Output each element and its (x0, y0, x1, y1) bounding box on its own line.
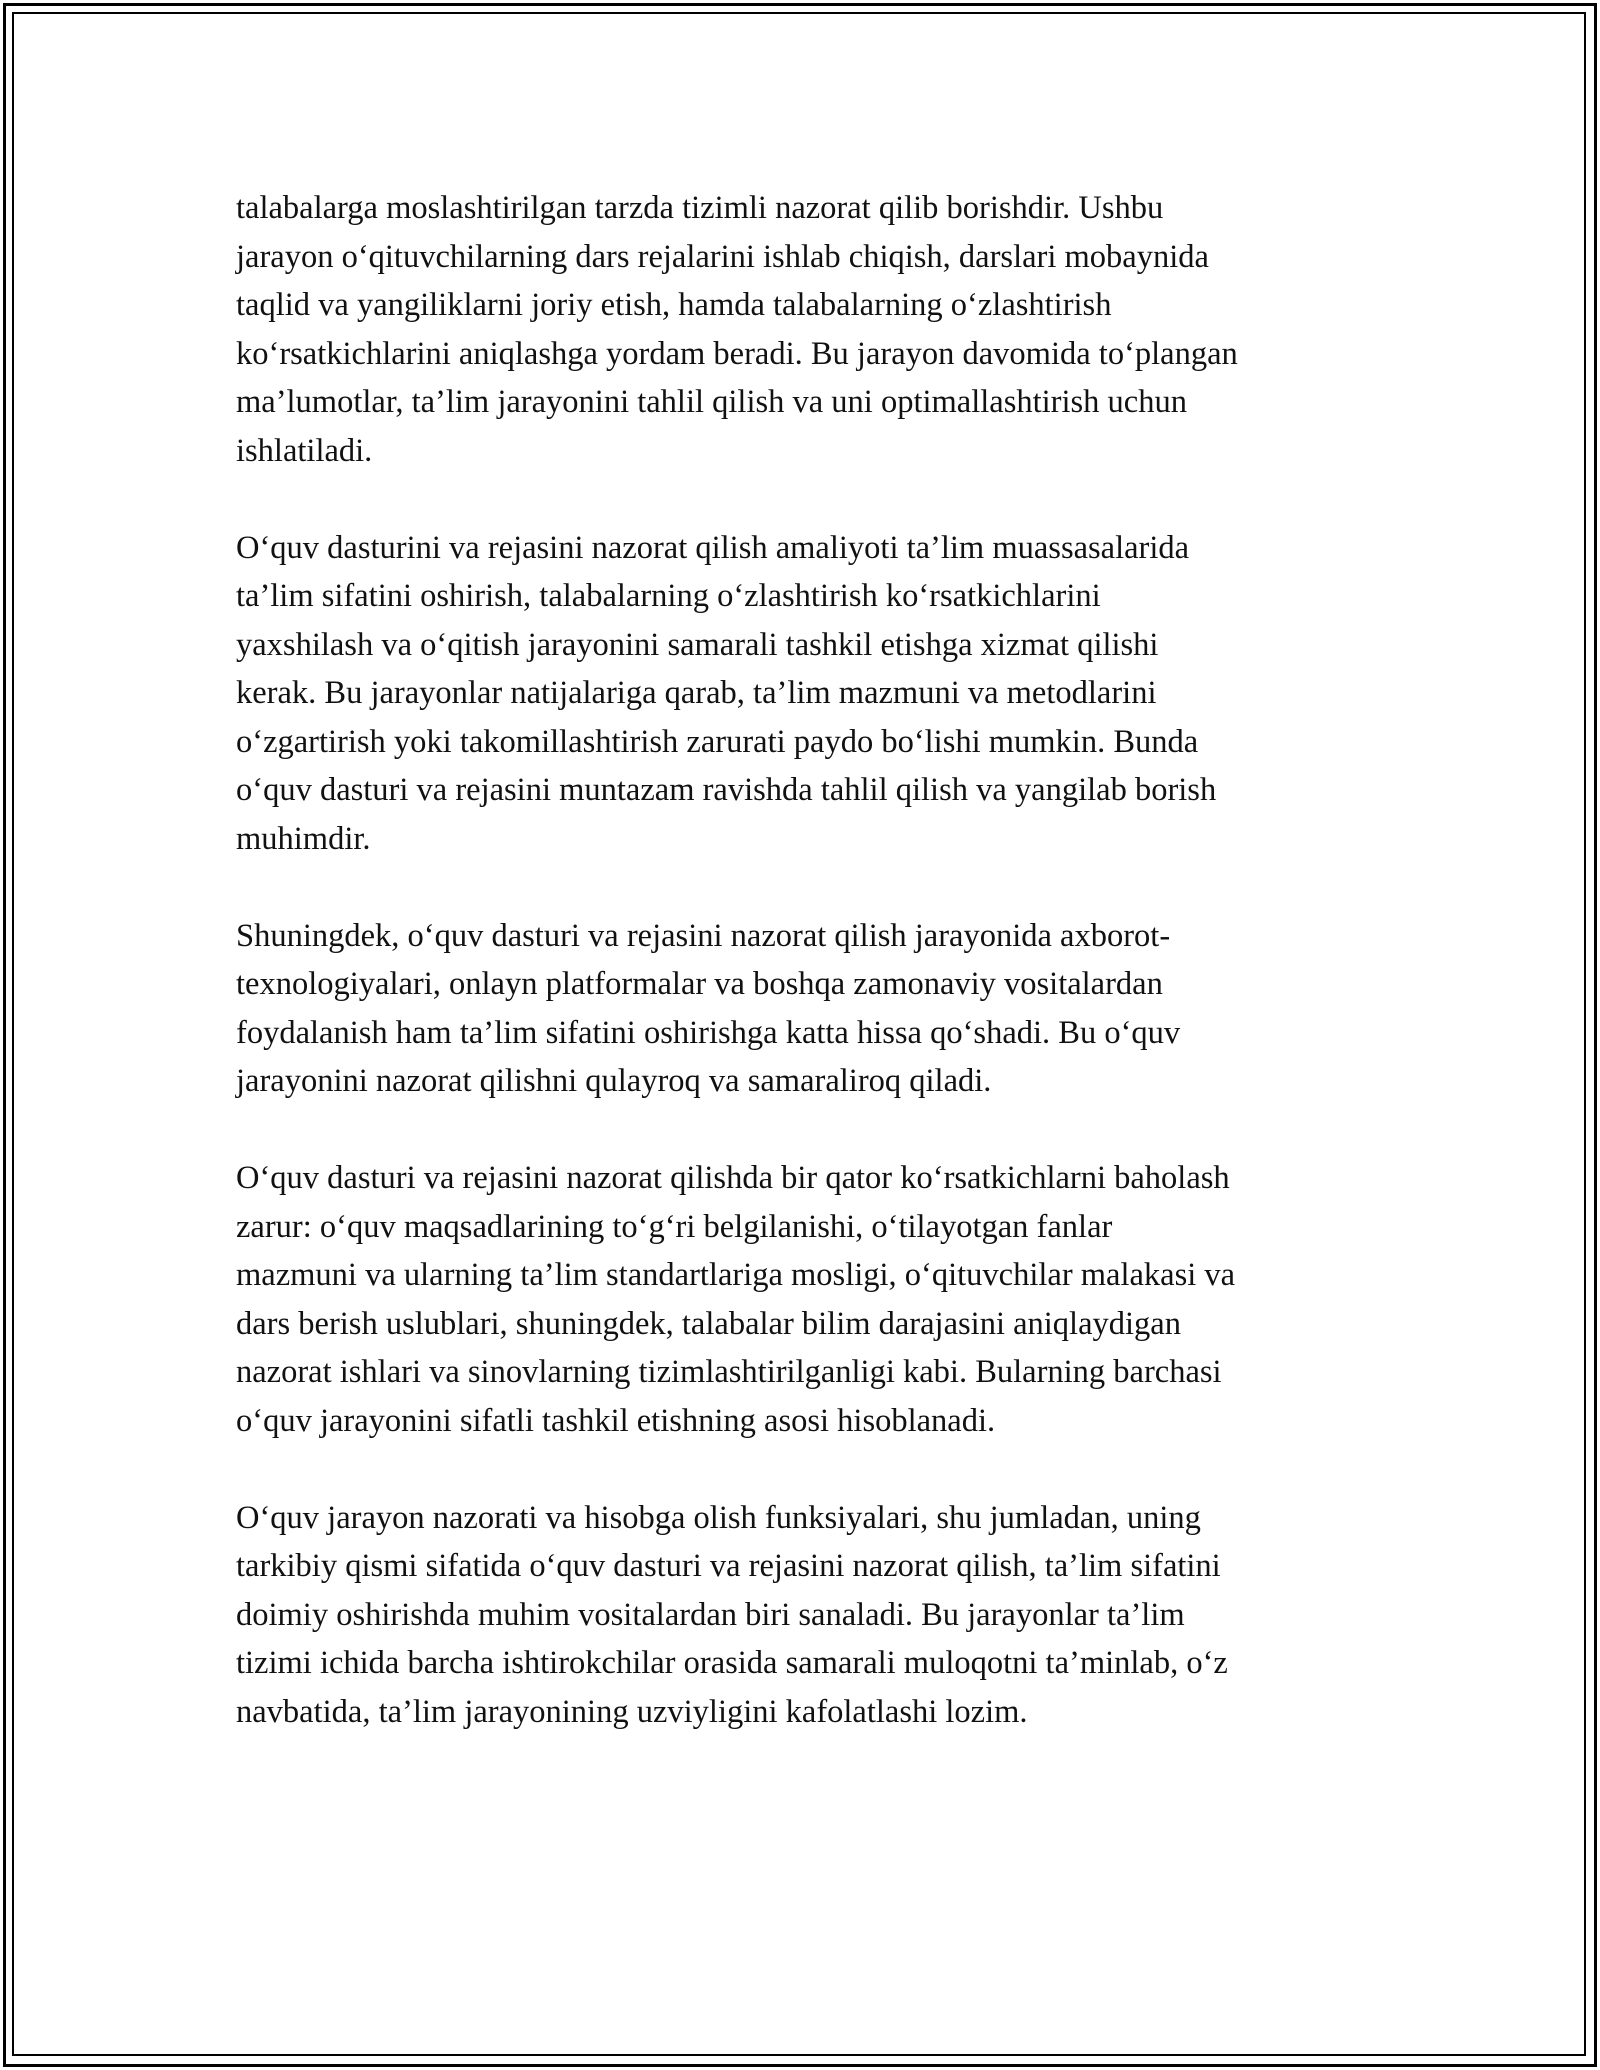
text-line: Shuningdek, o‘quv dasturi va rejasini nazorat qilish jarayonida axborot- (236, 917, 1171, 954)
text-line: o‘zgartirish yoki takomillashtirish zarurati paydo bo‘lishi mumkin. Bunda (236, 723, 1199, 760)
text-line: dars berish uslublari, shuningdek, talabalar bilim darajasini aniqlaydigan (236, 1305, 1181, 1342)
text-line: ma’lumotlar, ta’lim jarayonini tahlil qilish va uni optimallashtirish uchun (236, 384, 1187, 420)
text-line: yaxshilash va o‘qitish jarayonini samarali tashkil etishga xizmat qilishi (236, 626, 1159, 663)
document-body (236, 184, 1376, 1785)
text-line: O‘quv dasturi va rejasini nazorat qilishda bir qator ko‘rsatkichlarni baholash (236, 1160, 1230, 1196)
text-line: taqlid va yangiliklarni joriy etish, hamda talabalarning o‘zlashtirish (236, 287, 1112, 323)
text-line: ishlatiladi. (236, 432, 373, 469)
text-line: o‘quv dasturi va rejasini muntazam ravishda tahlil qilish va yangilab borish (236, 772, 1217, 808)
text-line: jarayonini nazorat qilishni qulayroq va samaraliroq qiladi. (236, 1063, 992, 1099)
text-line: texnologiyalari, onlayn platformalar va boshqa zamonaviy vositalardan (236, 966, 1163, 1002)
text-line: o‘quv jarayonini sifatli tashkil etishning asosi hisoblanadi. (236, 1402, 996, 1439)
text-line: talabalarga moslashtirilgan tarzda tizimli nazorat qilib borishdir. Ushbu (236, 190, 1164, 226)
paragraph-5 (236, 1494, 1376, 1737)
text-line: ta’lim sifatini oshirish, talabalarning o‘zlashtirish ko‘rsatkichlarini (236, 578, 1101, 614)
text-line: navbatida, ta’lim jarayonining uzviyligini kafolatlashi lozim. (236, 1693, 1028, 1730)
text-line: tizimi ichida barcha ishtirokchilar orasida samarali muloqotni ta’minlab, o‘z (236, 1645, 1228, 1681)
paragraph-3 (236, 912, 1376, 1106)
text-line: O‘quv dasturini va rejasini nazorat qilish amaliyoti ta’lim muassasalarida (236, 529, 1190, 566)
text-line: ko‘rsatkichlarini aniqlashga yordam beradi. Bu jarayon davomida to‘plangan (236, 335, 1238, 372)
text-line: nazorat ishlari va sinovlarning tizimlashtirilganligi kabi. Bularning barchasi (236, 1354, 1222, 1390)
text-line: foydalanish ham ta’lim sifatini oshirishga katta hissa qo‘shadi. Bu o‘quv (236, 1014, 1181, 1051)
paragraph-4 (236, 1154, 1376, 1445)
text-line: jarayon o‘qituvchilarning dars rejalarini ishlab chiqish, darslari mobaynida (236, 238, 1209, 275)
text-line: zarur: o‘quv maqsadlarining to‘g‘ri belgilanishi, o‘tilayotgan fanlar (236, 1208, 1113, 1245)
text-line: O‘quv jarayon nazorati va hisobga olish funksiyalari, shu jumladan, uning (236, 1499, 1201, 1536)
text-line: doimiy oshirishda muhim vositalardan biri sanaladi. Bu jarayonlar ta’lim (236, 1596, 1185, 1633)
text-line: mazmuni va ularning ta’lim standartlariga mosligi, o‘qituvchilar malakasi va (236, 1257, 1236, 1293)
paragraph-2 (236, 524, 1376, 864)
text-line: kerak. Bu jarayonlar natijalariga qarab, ta’lim mazmuni va metodlarini (236, 675, 1157, 711)
text-line: muhimdir. (236, 820, 371, 857)
paragraph-1 (236, 184, 1376, 475)
text-line: tarkibiy qismi sifatida o‘quv dasturi va rejasini nazorat qilish, ta’lim sifatini (236, 1548, 1221, 1584)
